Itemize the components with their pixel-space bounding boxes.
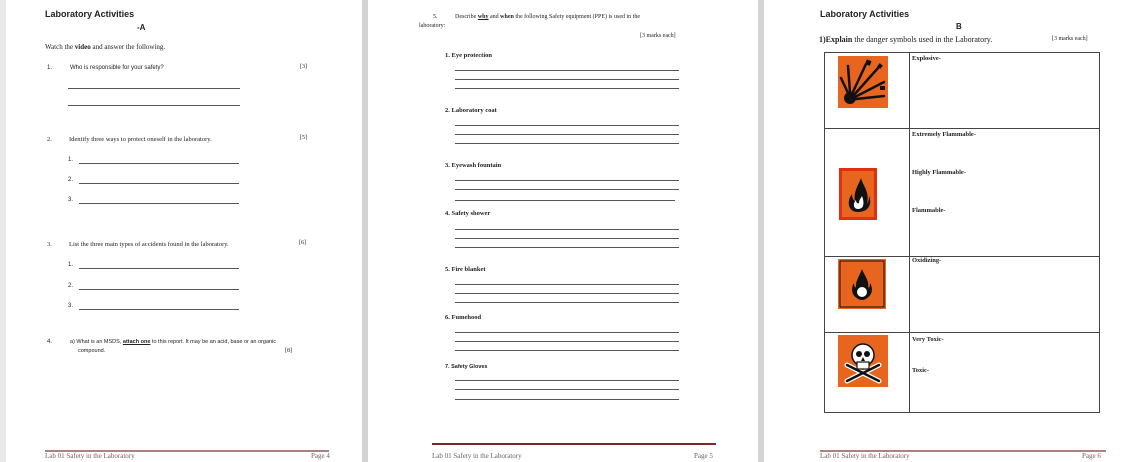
section-label: B <box>956 22 962 31</box>
q5-when: when <box>500 14 514 20</box>
q5-post: the following Safety equipment (PPE) is used in the <box>513 14 640 20</box>
label-very-toxic: Very Toxic- <box>912 336 944 343</box>
page-number: Page 5 <box>694 452 713 460</box>
answer-line[interactable] <box>455 302 679 303</box>
answer-line[interactable] <box>455 180 679 181</box>
q3-marks: [6] <box>299 240 306 246</box>
ppe-item: 3. Eyewash fountain <box>445 162 502 169</box>
answer-line[interactable] <box>79 203 239 204</box>
ppe-item: 4. Safety shower <box>445 210 491 217</box>
q3-number: 3. <box>47 241 52 248</box>
q5-pre: Describe <box>455 14 478 20</box>
q4-text-pre: a) What is an MSDS, <box>70 339 123 345</box>
answer-line[interactable] <box>455 380 679 381</box>
page-header: Laboratory Activities <box>45 9 135 19</box>
answer-line[interactable] <box>455 341 679 342</box>
q4-attach-link[interactable]: attach one <box>122 339 151 345</box>
answer-line[interactable] <box>79 163 239 164</box>
q4-marks: [8] <box>285 348 292 354</box>
q1-number: 1. <box>47 65 53 71</box>
footer-rule <box>432 443 716 445</box>
label-oxidizing: Oxidizing- <box>912 257 942 264</box>
intro-post: and answer the following. <box>90 43 166 51</box>
q2-number: 2. <box>47 136 52 143</box>
q3-item-number: 2. <box>68 283 74 289</box>
answer-line[interactable] <box>79 309 239 310</box>
answer-line[interactable] <box>79 289 239 290</box>
q4-number: 4. <box>47 339 53 345</box>
label-extremely-flammable: Extremely Flammable- <box>912 131 976 138</box>
label-explosive: Explosive- <box>912 55 941 62</box>
q3-item-number: 3. <box>68 303 74 309</box>
answer-line[interactable] <box>455 399 679 400</box>
section-label: -A <box>137 23 146 32</box>
ppe-item: 1. Eye protection <box>445 52 492 59</box>
intro-text <box>45 43 165 51</box>
answer-line[interactable] <box>455 200 675 201</box>
q2-marks: [5] <box>300 135 307 141</box>
q-bold: Explain <box>825 35 853 44</box>
marks-note: [3 marks each] <box>1052 36 1088 42</box>
q1-marks: [3] <box>300 64 307 70</box>
ppe-item: 6. Fumehood <box>445 314 482 321</box>
q4-text <box>70 339 276 345</box>
marks-note: [3 marks each] <box>640 33 676 39</box>
oxidizing-icon <box>838 259 886 309</box>
ppe-item: 5. Fire blanket <box>445 266 486 273</box>
toxic-icon <box>838 335 888 387</box>
intro-bold: video <box>74 43 91 51</box>
answer-line[interactable] <box>68 105 240 106</box>
answer-line[interactable] <box>455 189 679 190</box>
page-a <box>6 0 362 462</box>
explosive-icon <box>838 56 888 108</box>
ppe-item: 7. Safety Gloves <box>445 364 488 370</box>
page-b <box>368 0 758 462</box>
answer-line[interactable] <box>79 183 239 184</box>
flammable-icon <box>839 168 877 220</box>
ppe-item: 2. Laboratory coat <box>445 107 497 114</box>
q5-line2: laboratory: <box>419 23 446 29</box>
table-divider <box>909 52 910 413</box>
answer-line[interactable] <box>455 125 679 126</box>
answer-line[interactable] <box>455 247 679 248</box>
footer-left: Lab 01 Safety in the Laboratory <box>820 452 910 460</box>
intro-pre: Watch the <box>45 43 75 51</box>
q2-text: Identify three ways to protect oneself in the laboratory. <box>69 136 212 143</box>
table-divider <box>824 128 1100 129</box>
answer-line[interactable] <box>455 143 679 144</box>
q5-and: and <box>488 14 501 20</box>
answer-line[interactable] <box>455 88 679 89</box>
q-number: 1) <box>819 35 826 44</box>
q4-text-post: to this report. It may be an acid, base or an organic <box>150 339 277 345</box>
answer-line[interactable] <box>455 70 679 71</box>
table-divider <box>824 332 1100 333</box>
answer-line[interactable] <box>455 79 679 80</box>
answer-line[interactable] <box>455 229 679 230</box>
q5-why: why <box>477 14 489 20</box>
q5-text <box>455 14 640 20</box>
q2-item-number: 1. <box>68 157 74 163</box>
label-highly-flammable: Highly Flammable- <box>912 169 966 176</box>
footer-left: Lab 01 Safety in the Laboratory <box>432 452 522 460</box>
label-flammable: Flammable- <box>912 207 946 214</box>
question-text <box>819 35 992 44</box>
answer-line[interactable] <box>455 284 679 285</box>
answer-line[interactable] <box>455 389 679 390</box>
q4-text-line2: compound. <box>78 348 106 354</box>
page-header: Laboratory Activities <box>820 9 910 19</box>
page-number: Page 6 <box>1082 452 1101 460</box>
answer-line[interactable] <box>455 332 679 333</box>
q3-item-number: 1. <box>68 262 74 268</box>
q1-text: Who is responsible for your safety? <box>70 65 164 71</box>
label-toxic: Toxic- <box>912 367 930 374</box>
table-divider <box>824 256 1100 257</box>
q-text: the danger symbols used in the Laboratory. <box>852 35 993 44</box>
answer-line[interactable] <box>79 268 239 269</box>
answer-line[interactable] <box>68 88 240 89</box>
q3-text: List the three main types of accidents found in the laboratory. <box>69 241 229 248</box>
q2-item-number: 2. <box>68 177 74 183</box>
page-number: Page 4 <box>311 452 330 460</box>
q5-number: 5. <box>433 14 438 20</box>
footer-left: Lab 01 Safety in the Laboratory <box>45 452 135 460</box>
answer-line[interactable] <box>455 238 679 239</box>
q2-item-number: 3. <box>68 197 74 203</box>
answer-line[interactable] <box>455 350 679 351</box>
answer-line[interactable] <box>455 293 679 294</box>
answer-line[interactable] <box>455 134 679 135</box>
page-c <box>764 0 1132 462</box>
